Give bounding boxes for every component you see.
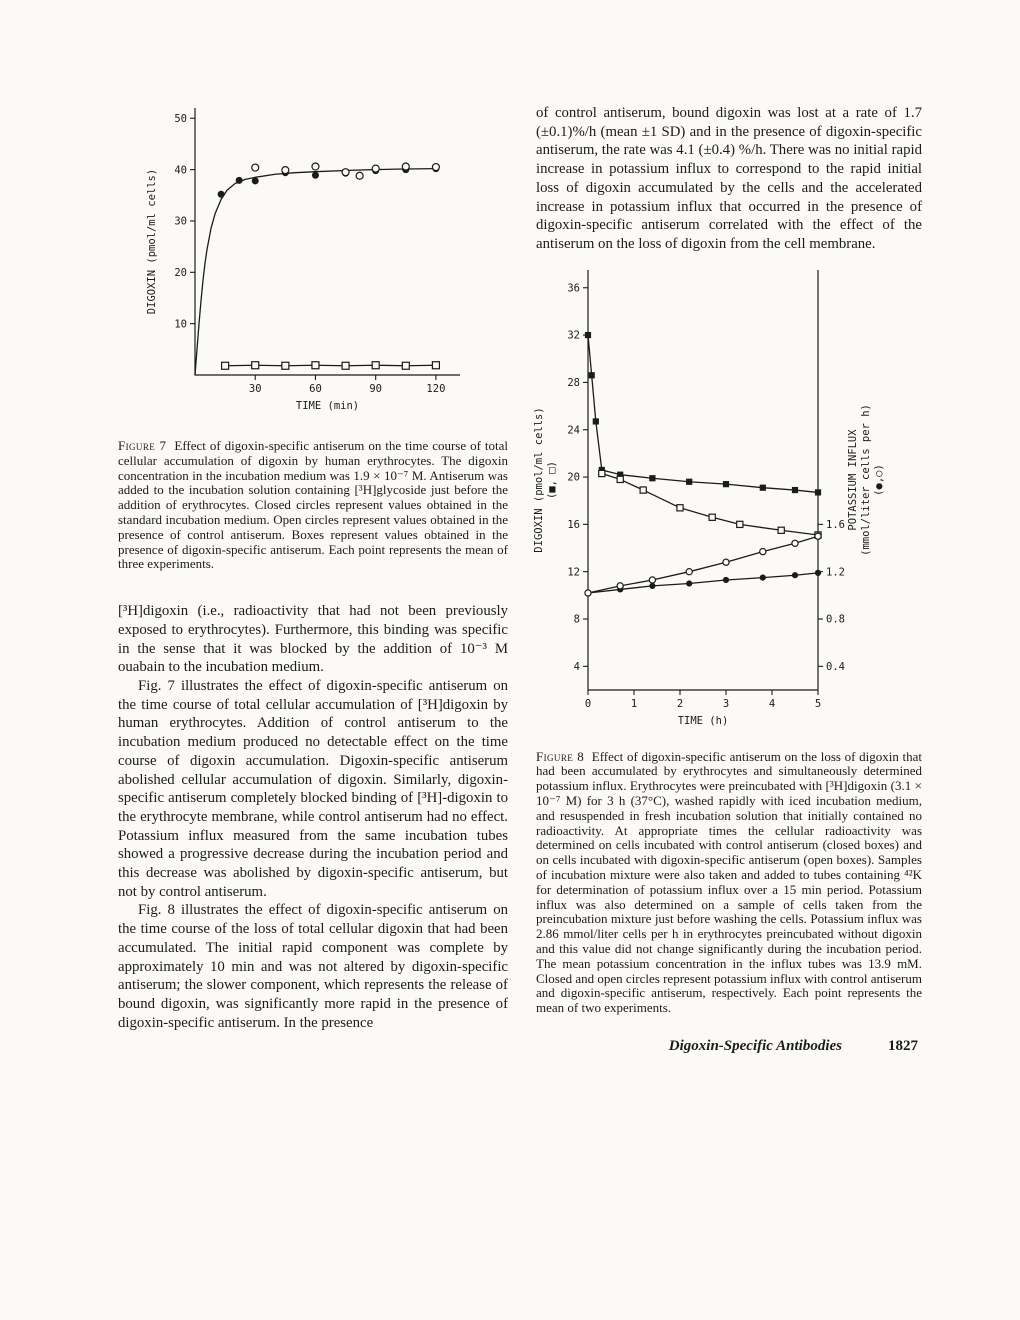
svg-text:30: 30 <box>174 215 187 228</box>
svg-text:20: 20 <box>174 266 187 279</box>
svg-text:12: 12 <box>567 565 580 578</box>
figure-caption-text: Effect of digoxin-specific antiserum on the time course of total cellular accumulation of digoxin by human erythrocytes. The digoxin concentration in the incubation medium was 1.9 × 10⁻⁷ M. Antiserum was added to the incubation solution containing [³H]glycoside just before the addition of erythrocytes. Closed circles represent values obtained in the standard incubation medium. Open circles represent values obtained in the presence of control antiserum. Boxes represent values obtained in the presence of digoxin-specific antiserum. Each point represents the mean of three experiments. <box>118 438 509 572</box>
page-footer <box>536 1038 922 1055</box>
svg-text:50: 50 <box>174 112 187 125</box>
svg-text:24: 24 <box>567 424 580 437</box>
svg-text:10: 10 <box>174 318 187 331</box>
svg-text:3: 3 <box>722 697 730 710</box>
svg-text:4: 4 <box>768 697 776 710</box>
figure8-caption <box>536 750 922 1016</box>
body-paragraph: Fig. 7 illustrates the effect of digoxin-specific antiserum on the time course of total cellular accumulation of [³H]digoxin by human erythrocytes. Addition of control antiserum to the incubation medium produced no detectable effect on the time course of digoxin accumulation. Digoxin-specific antiserum abolished cellular accumulation of digoxin. Similarly, digoxin-specific antiserum completely blocked binding of [³H]-digoxin to the erythrocyte membrane, while control antiserum had no effect. Potassium influx measured from the same incubation tubes showed a progressive decrease during the incubation period and this decrease was abolished by digoxin-specific antiserum, but not by control antiserum. <box>118 677 508 900</box>
svg-text:(●,○): (●,○) <box>873 463 885 496</box>
svg-text:1: 1 <box>630 697 638 710</box>
figure-label: Figure 7 <box>118 438 167 453</box>
svg-text:(■, □): (■, □) <box>546 460 558 499</box>
svg-text:90: 90 <box>369 383 383 395</box>
svg-text:2: 2 <box>676 697 684 710</box>
body-paragraph: Fig. 8 illustrates the effect of digoxin-specific antiserum on the time course of the loss of total cellular digoxin that had been accumulated. The initial rapid component was complete by approximately 10 min and was not altered by digoxin-specific antiserum; the slower component, which represents the release of bound digoxin, was significantly more rapid in the presence of digoxin-specific antiserum. In the presence <box>118 902 508 1031</box>
figure7-caption <box>118 439 508 572</box>
svg-text:TIME (min): TIME (min) <box>295 400 360 412</box>
body-paragraph: of control antiserum, bound digoxin was lost at a rate of 1.7 (±0.1)%/h (mean ±1 SD) and in the presence of digoxin-specific antiserum, the rate was 4.1 (±0.4) %/h. There was no initial rapid increase in potassium influx to correspond to the rapid initial loss of digoxin accumulated by the cells and the accelerated increase in potassium influx that occurred in the presence of digoxin-specific antiserum correlated with the effect of the antiserum on the loss of digoxin from the cell membrane. <box>536 105 922 252</box>
svg-text:16: 16 <box>567 518 580 531</box>
svg-text:DIGOXIN (pmol/ml cells): DIGOXIN (pmol/ml cells) <box>146 168 158 315</box>
svg-text:0.8: 0.8 <box>826 613 845 626</box>
svg-text:POTASSIUM INFLUX: POTASSIUM INFLUX <box>847 429 859 531</box>
figure7 <box>128 98 508 421</box>
svg-text:30: 30 <box>248 383 262 395</box>
svg-text:4: 4 <box>573 660 580 673</box>
figure-label: Figure 8 <box>536 748 585 764</box>
svg-text:8: 8 <box>573 613 580 626</box>
svg-text:120: 120 <box>426 383 446 395</box>
figure8 <box>533 262 922 732</box>
figure8-chart <box>533 262 908 732</box>
svg-text:36: 36 <box>567 282 580 295</box>
running-title: Digoxin-Specific Antibodies <box>668 1037 842 1054</box>
svg-text:32: 32 <box>567 329 580 342</box>
svg-text:(mmol/liter cells per h): (mmol/liter cells per h) <box>860 403 872 556</box>
svg-text:DIGOXIN (pmol/ml cells): DIGOXIN (pmol/ml cells) <box>533 406 545 553</box>
right-column <box>533 98 922 1055</box>
svg-text:0.4: 0.4 <box>826 660 845 673</box>
svg-text:5: 5 <box>814 697 822 710</box>
svg-text:1.6: 1.6 <box>826 518 845 531</box>
svg-text:TIME (h): TIME (h) <box>677 714 729 727</box>
figure-caption-text: Effect of digoxin-specific antiserum on the loss of digoxin that had been accumulated by erythrocytes and simultaneously determined potassium influx. Erythrocytes were preincubated with [³H]digoxin (3.1 × 10⁻⁷ M) for 3 h (37°C), washed rapidly with iced incubation medium, and resuspended in fresh incubation solution that initially contained no radioactivity. At appropriate times the cellular radioactivity was determined on cells incubated with control antiserum (closed boxes) and on cells incubated with digoxin-specific antiserum (open boxes). Samples of incubation mixture were also taken and added to tubes containing ⁴²K for determination of potassium influx over a 15 min period. Potassium influx was also determined on a sample of cells taken from the preincubation mixture just before washing the cells. Potassium influx was 2.86 mmol/liter cells per h in erythrocytes preincubated without digoxin and this value did not change significantly during the incubation period. The mean potassium concentration in the influx tubes was 13.9 mM. Closed and open circles represent potassium influx with control antiserum and digoxin-specific antiserum, respectively. Each point represents the mean of two experiments. <box>536 748 922 1016</box>
svg-text:40: 40 <box>174 164 187 177</box>
left-body-text <box>118 602 508 1032</box>
body-paragraph: [³H]digoxin (i.e., radioactivity that had not been previously exposed to erythrocytes). Furthermore, this binding was specific in the sense that it was blocked by the addition of 10⁻³ M ouabain to the incubation medium. <box>118 603 508 676</box>
left-column <box>118 98 508 1032</box>
svg-text:1.2: 1.2 <box>826 565 845 578</box>
svg-text:0: 0 <box>584 697 592 710</box>
page-number: 1827 <box>888 1037 918 1054</box>
svg-text:28: 28 <box>567 376 580 389</box>
svg-text:60: 60 <box>309 383 322 395</box>
svg-text:20: 20 <box>567 471 580 484</box>
figure7-chart <box>128 98 474 421</box>
